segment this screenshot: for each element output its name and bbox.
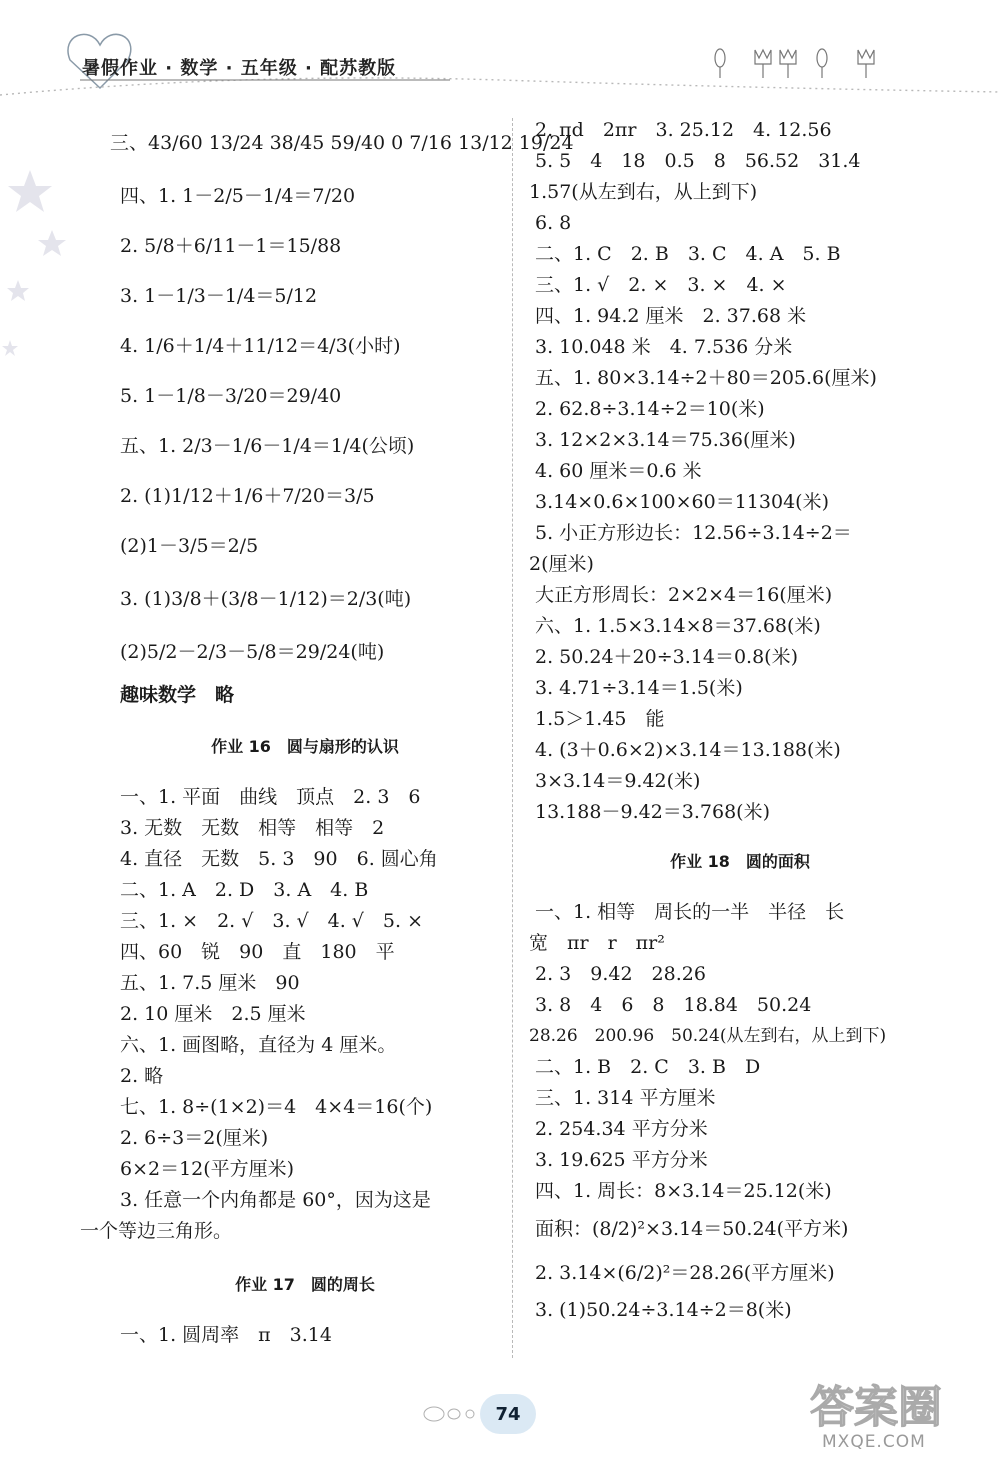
svg-text:答案圈: 答案圈 (810, 1382, 942, 1433)
answer-line: 3. 8 4 6 8 18.84 50.24 (535, 994, 812, 1016)
answer-line: 大正方形周长：2×2×4＝16(厘米) (535, 584, 833, 606)
page-number: 74 (480, 1394, 536, 1434)
answer-line: 2. 略 (120, 1065, 164, 1087)
answer-line: 3. 任意一个内角都是 60°，因为这是 (120, 1189, 431, 1211)
answer-line: 4. 直径 无数 5. 3 90 6. 圆心角 (120, 848, 438, 870)
answer-line: 3. (1)3/8＋(3/8－1/12)＝2/3(吨) (120, 588, 412, 610)
answer-line: 2. 50.24＋20÷3.14＝0.8(米) (535, 646, 799, 668)
star-icon (2, 340, 18, 356)
answer-line: 五、1. 80×3.14÷2＋80＝205.6(厘米) (535, 367, 877, 389)
section-heading: 作业 17 圆的周长 (235, 1275, 375, 1294)
answer-line: 四、60 锐 90 直 180 平 (120, 941, 395, 963)
answer-line: 3. 4.71÷3.14＝1.5(米) (535, 677, 743, 699)
answer-line: 5. 1－1/8－3/20＝29/40 (120, 385, 342, 407)
answer-line: 28.26 200.96 50.24(从左到右，从上到下) (529, 1026, 887, 1046)
section-heading: 作业 16 圆与扇形的认识 (211, 737, 399, 756)
answer-line: 3. 1－1/3－1/4＝5/12 (120, 285, 318, 307)
watermark-url: MXQE.COM (822, 1432, 926, 1452)
answer-line: (2)5/2－2/3－5/8＝29/24(吨) (120, 641, 385, 663)
answer-line: 宽 πr r πr² (529, 932, 665, 954)
answer-line: 二、1. C 2. B 3. C 4. A 5. B (535, 243, 841, 265)
answer-line: 2. (1)1/12＋1/6＋7/20＝3/5 (120, 485, 375, 507)
answer-line: 2. 254.34 平方分米 (535, 1118, 708, 1140)
answer-line: 3. (1)50.24÷3.14÷2＝8(米) (535, 1299, 792, 1321)
star-icon (7, 280, 29, 301)
answer-line: 三、1. √ 2. × 3. × 4. × (535, 274, 787, 296)
answer-line: 5. 小正方形边长：12.56÷3.14÷2＝ (535, 522, 852, 544)
tulip-icons (715, 49, 874, 78)
right-column (529, 115, 945, 1326)
answer-line: (2)1－3/5＝2/5 (120, 535, 259, 557)
answer-line: 五、1. 2/3－1/6－1/4＝1/4(公顷) (120, 435, 415, 457)
answer-line: 七、1. 8÷(1×2)＝4 4×4＝16(个) (120, 1096, 433, 1118)
answer-line: 4. 1/6＋1/4＋11/12＝4/3(小时) (120, 335, 401, 357)
answer-line: 4. (3＋0.6×2)×3.14＝13.188(米) (535, 739, 841, 761)
answer-line: 一个等边三角形。 (80, 1220, 233, 1242)
answer-line: 6. 8 (535, 212, 572, 234)
answer-line: 六、1. 画图略，直径为 4 厘米。 (120, 1034, 397, 1056)
answer-line: 1.57(从左到右，从上到下) (529, 181, 758, 203)
answer-line: 三、1. × 2. √ 3. √ 4. √ 5. × (120, 910, 423, 932)
answer-line: 二、1. A 2. D 3. A 4. B (120, 879, 369, 901)
answer-line: 2. 62.8÷3.14÷2＝10(米) (535, 398, 765, 420)
answer-line: 6×2＝12(平方厘米) (120, 1158, 295, 1180)
column-divider (512, 118, 513, 1358)
answer-line: 13.188－9.42＝3.768(米) (535, 801, 771, 823)
book-title: 暑假作业 · 数学 · 五年级 · 配苏教版 (82, 58, 397, 79)
answer-line: 2. 5/8＋6/11－1＝15/88 (120, 235, 342, 257)
answer-line: 四、1. 94.2 厘米 2. 37.68 米 (535, 305, 807, 327)
answer-line: 二、1. B 2. C 3. B D (535, 1056, 761, 1078)
answer-line: 3.14×0.6×100×60＝11304(米) (535, 491, 829, 513)
answer-line: 2. 10 厘米 2.5 厘米 (120, 1003, 306, 1025)
star-icon (8, 170, 52, 212)
answer-line: 四、1. 周长：8×3.14＝25.12(米) (535, 1180, 832, 1202)
answer-line: 三、1. 314 平方厘米 (535, 1087, 716, 1109)
answer-line: 2. 3 9.42 28.26 (535, 963, 706, 985)
answer-line: 一、1. 平面 曲线 顶点 2. 3 6 (120, 786, 421, 808)
answer-line: 5. 5 4 18 0.5 8 56.52 31.4 (535, 150, 861, 172)
answer-line: 一、1. 相等 周长的一半 半径 长 (535, 901, 845, 923)
answer-line: 三、43/60 13/24 38/45 59/40 0 7/16 13/12 19/24 (110, 132, 574, 154)
answer-line: 4. 60 厘米＝0.6 米 (535, 460, 702, 482)
answer-line: 3. 无数 无数 相等 相等 2 (120, 817, 385, 839)
answer-line: 面积：(8/2)²×3.14＝50.24(平方米) (535, 1218, 849, 1240)
answer-line: 2. πd 2πr 3. 25.12 4. 12.56 (535, 119, 832, 141)
answer-line: 五、1. 7.5 厘米 90 (120, 972, 300, 994)
side-stars-decoration (0, 150, 80, 410)
section-heading: 作业 18 圆的面积 (670, 852, 810, 871)
answer-line: 2. 3.14×(6/2)²＝28.26(平方厘米) (535, 1262, 835, 1284)
answer-line: 3. 19.625 平方分米 (535, 1149, 708, 1171)
answer-line: 2. 6÷3＝2(厘米) (120, 1127, 269, 1149)
answer-line: 2(厘米) (529, 553, 594, 575)
answer-line: 3. 12×2×3.14＝75.36(厘米) (535, 429, 796, 451)
answer-line: 3×3.14＝9.42(米) (535, 770, 701, 792)
answer-line: 一、1. 圆周率 π 3.14 (120, 1324, 332, 1346)
answer-line: 六、1. 1.5×3.14×8＝37.68(米) (535, 615, 821, 637)
page-dots-decoration (420, 1402, 480, 1426)
star-icon (38, 230, 66, 256)
answer-line: 1.5＞1.45 能 (535, 708, 665, 730)
answer-line: 四、1. 1－2/5－1/4＝7/20 (120, 185, 356, 207)
answer-line: 趣味数学 略 (120, 684, 235, 706)
answer-line: 3. 10.048 米 4. 7.536 分米 (535, 336, 793, 358)
